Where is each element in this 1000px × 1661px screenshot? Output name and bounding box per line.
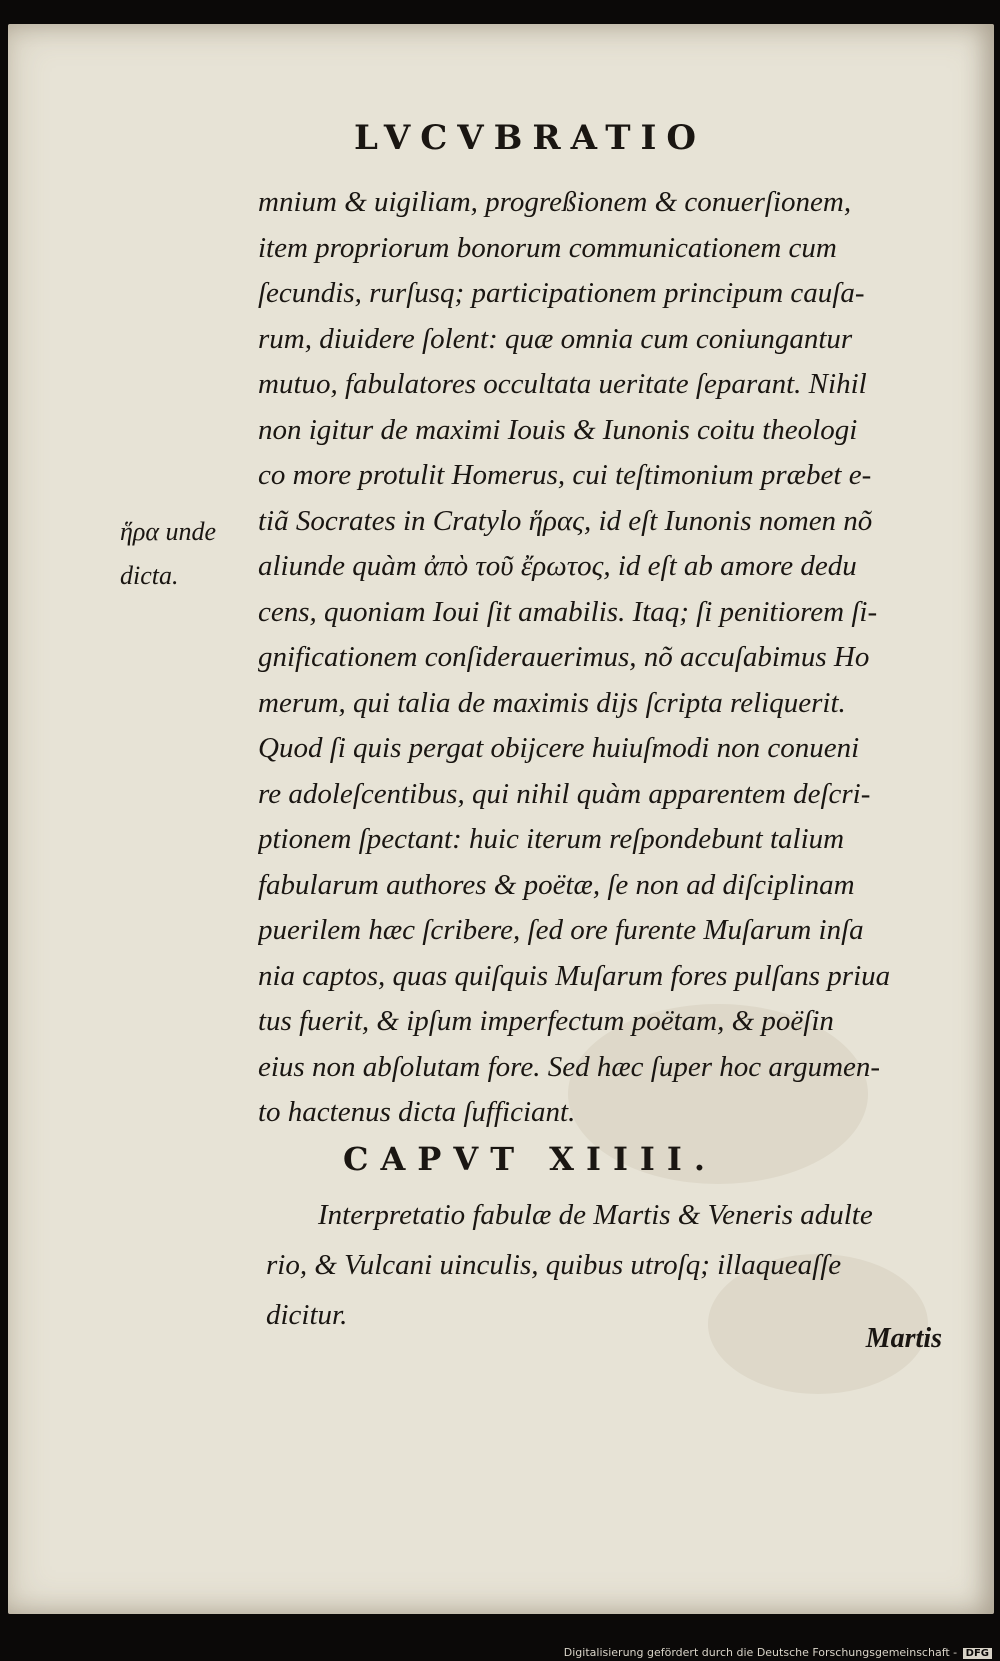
chapter-title: CAPVT XIIII. [343,1140,717,1178]
text-line: item propriorum bonorum communicationem cum [258,231,837,264]
marginal-note [120,510,216,598]
text-line: aliunde quàm ἀπὸ τοῦ ἔρωτος, id eſt ab amore dedu [258,550,857,582]
text-line: nia captos, quas quiſquis Muſarum fores pulſans priua [258,959,891,992]
chapter-heading [266,1190,931,1340]
catchword: Martis [865,1323,942,1354]
text-line: ptionem ſpectant: huic iterum reſpondebunt talium [258,823,845,855]
text-line: cens, quoniam Ioui ſit amabilis. Itaq; ſi penitiorem ſi- [258,595,878,628]
marginal-note-line: ἥρα unde [120,517,217,546]
text-line: rum, diuidere ſolent: quæ omnia cum coniungantur [258,322,853,355]
text-line: eius non abſolutam fore. Sed hæc ſuper hoc argumen- [258,1050,881,1083]
text-line: to hactenus dicta ſufficiant. [258,1096,576,1128]
heading-line: Interpretatio fabulæ de Martis & Veneris adulte [318,1199,873,1231]
text-line: Quod ſi quis pergat obijcere huiuſmodi non conueni [258,732,860,764]
running-head: LVCVBRATIO [353,118,707,158]
text-line: gnificationem conſiderauerimus, nõ accuſabimus Ho [258,641,870,673]
text-line: ſecundis, rurſusq; participationem principum cauſa- [258,277,865,309]
text-line: merum, qui talia de maximis dijs ſcripta reliquerit. [258,686,846,719]
text-line: mutuo, fabulatores occultata ueritate ſeparant. Nihil [258,368,867,400]
text-line: tus fuerit, & ipſum imperfectum poëtam, & poëſin [258,1005,834,1037]
text-line: non igitur de maximi Iouis & Iunonis coitu theologi [258,413,858,446]
text-line: re adoleſcentibus, qui nihil quàm apparentem deſcri- [258,777,871,810]
text-line: tiã Socrates in Cratylo ἥρας, id eſt Iunonis nomen nõ [258,504,873,537]
heading-line: dicitur. [266,1299,348,1331]
text-line: fabularum authores & poëtæ, ſe non ad diſciplinam [258,868,855,901]
text-line: mnium & uigiliam, progreßionem & conuerſionem, [258,186,852,218]
heading-line: rio, & Vulcani uinculis, quibus utroſq; illaqueaſſe [266,1249,842,1281]
body-text [258,180,923,1136]
digitization-footer [564,1646,992,1659]
marginal-note-line: dicta. [120,561,179,590]
text-line: puerilem hæc ſcribere, ſed ore furente Muſarum inſa [258,914,864,946]
dfg-logo: DFG [963,1648,992,1659]
footer-text: Digitalisierung gefördert durch die Deutsche Forschungsgemeinschaft - [563,1646,958,1659]
text-line: co more protulit Homerus, cui teſtimonium præbet e- [258,459,872,491]
